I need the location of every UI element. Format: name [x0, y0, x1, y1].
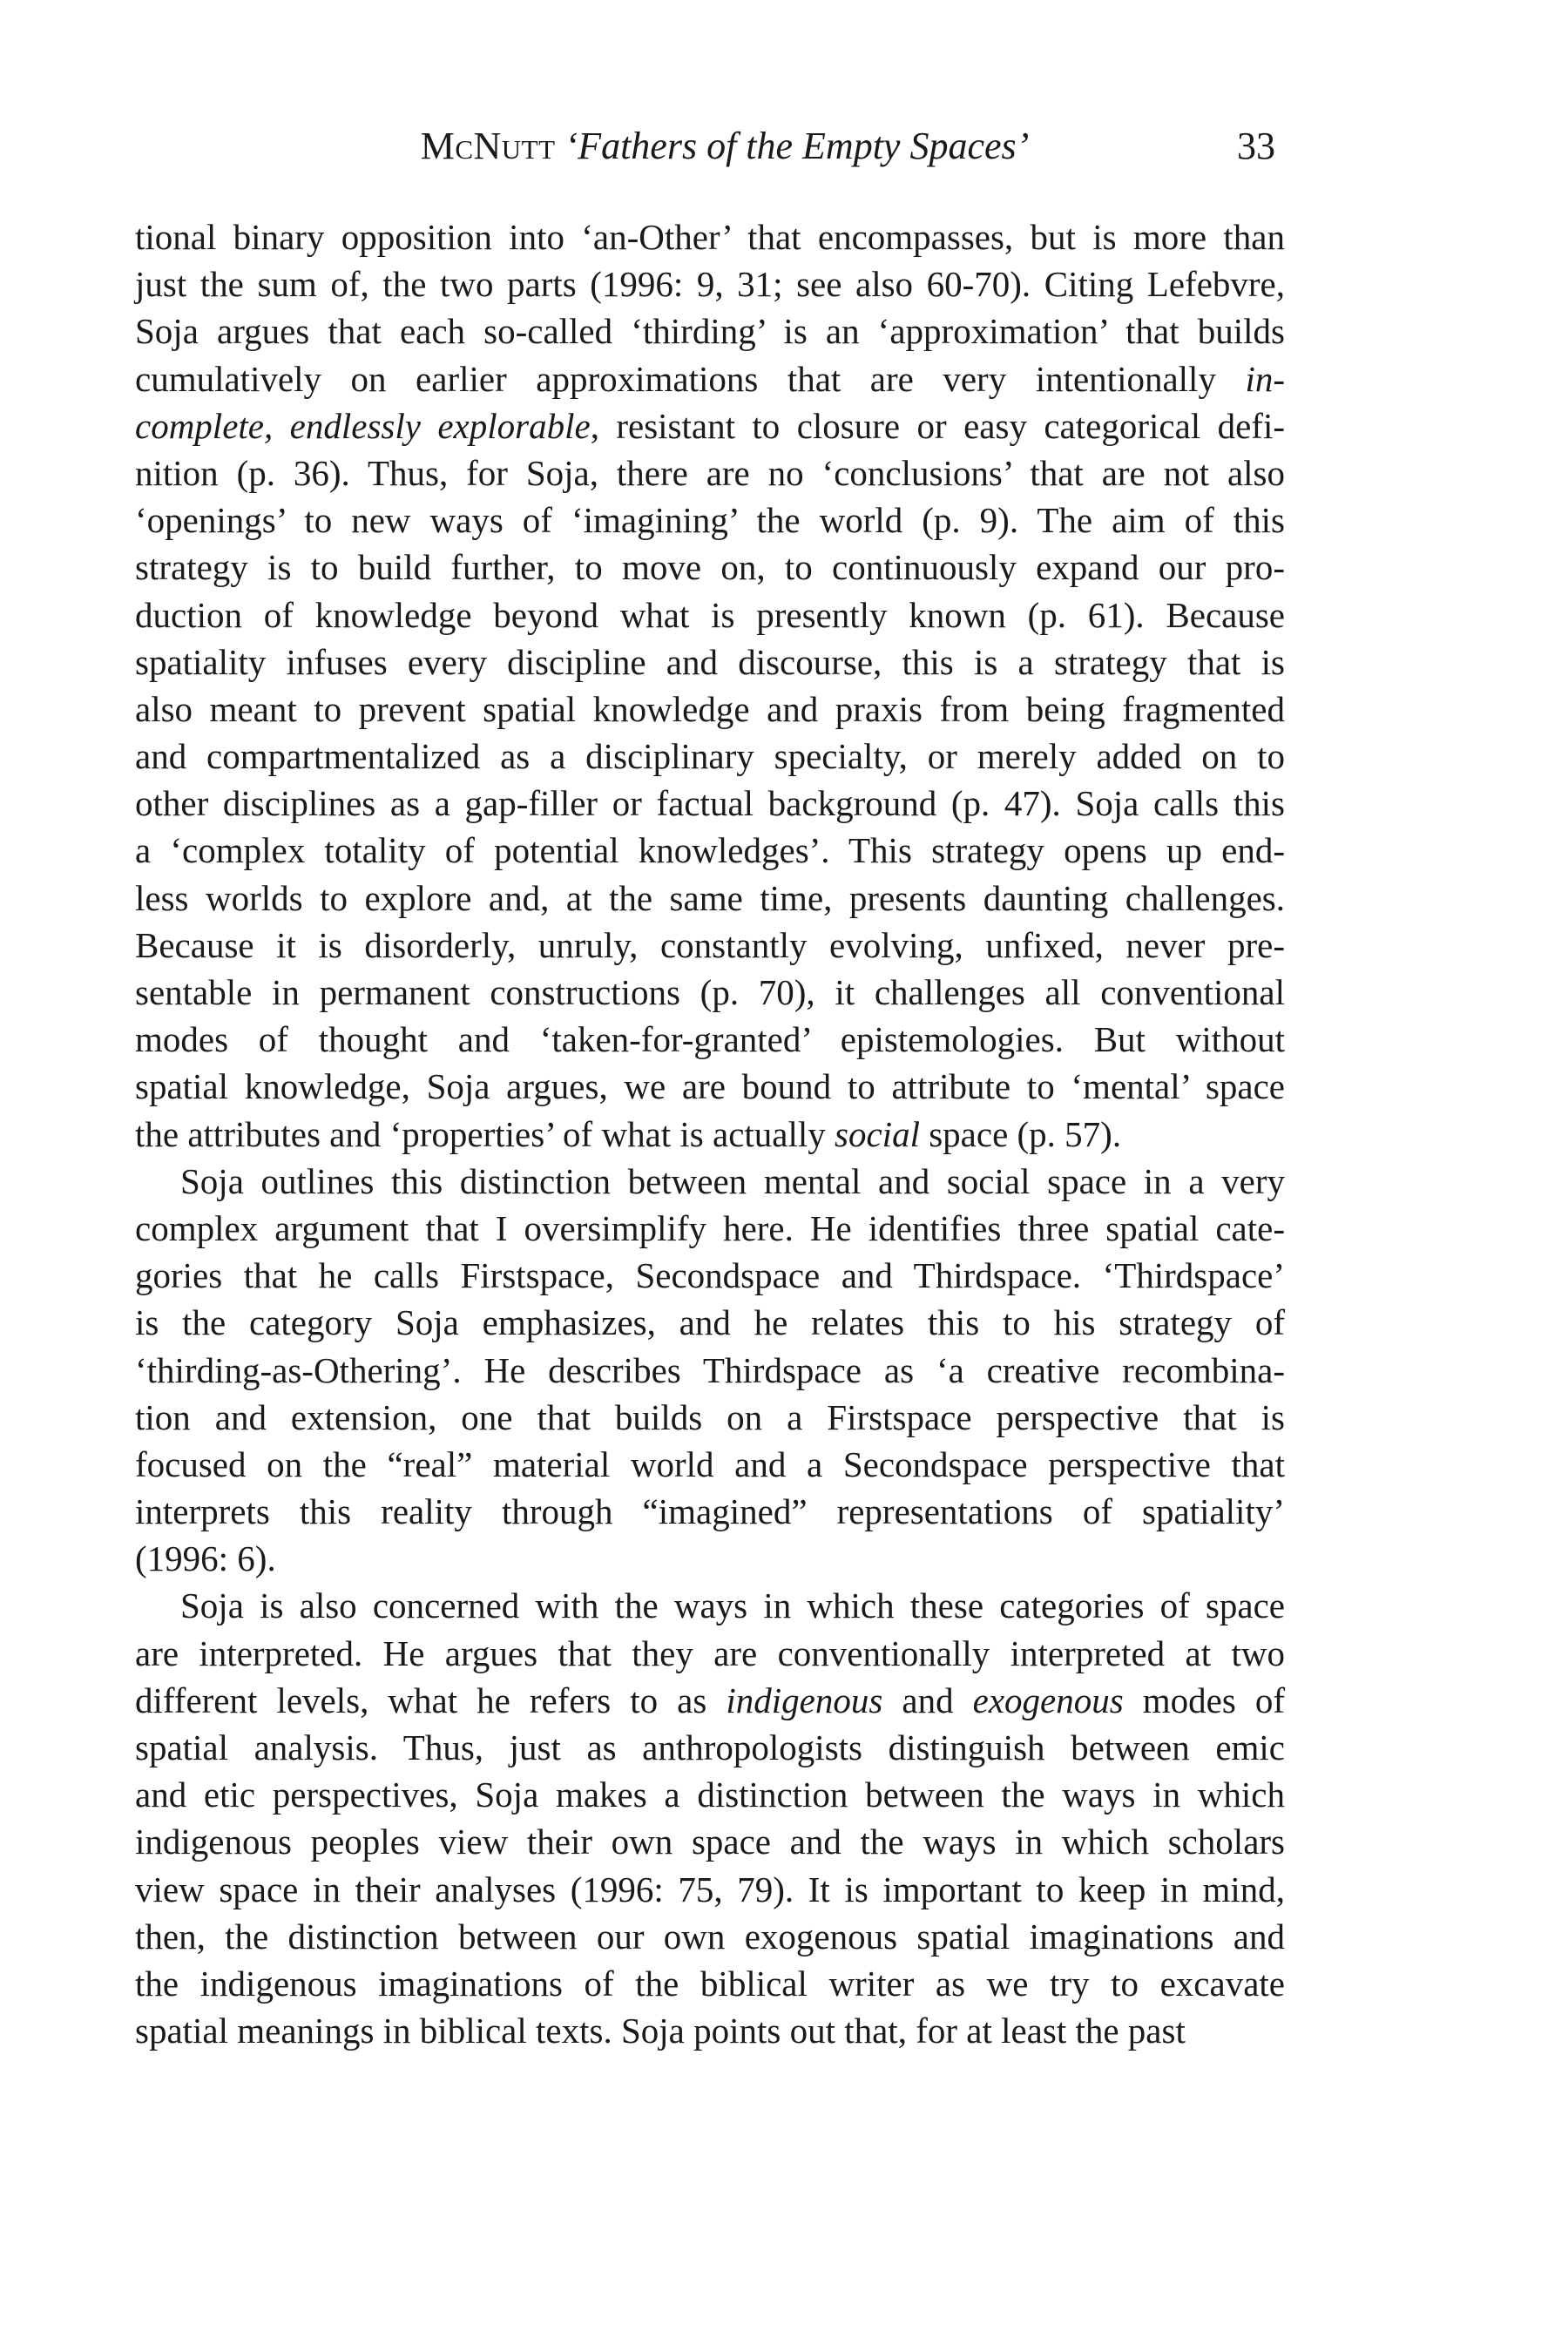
text-line — [135, 780, 1285, 827]
text-run: just the sum of, the two parts (1996: 9, 31; see also 60-70). Citing Lefebvre, — [135, 264, 1285, 305]
text-line — [135, 1771, 1285, 1818]
italic-text: indigenous — [726, 1680, 883, 1720]
text-run: (1996: 6). — [135, 1538, 276, 1579]
text-run: nition (p. 36). Thus, for Soja, there are no ‘conclusions’ that are not also — [135, 452, 1285, 493]
text-line — [135, 1394, 1285, 1441]
text-run: interprets this reality through “imagined” representations of spatiality’ — [135, 1491, 1285, 1532]
text-line — [135, 355, 1285, 402]
text-run: space (p. 57). — [919, 1113, 1122, 1154]
text-line — [135, 1535, 1285, 1582]
text-line — [135, 1960, 1285, 2007]
text-line — [135, 1677, 1285, 1724]
text-run: Soja is also concerned with the ways in which these categories of space — [180, 1585, 1285, 1626]
text-run: , resistant to closure or easy categorical defi- — [590, 405, 1285, 446]
running-head-work: ‘Fathers of the Empty Spaces’ — [564, 125, 1030, 167]
text-run: view space in their analyses (1996: 75, 79). It is important to keep in mind, — [135, 1869, 1285, 1909]
text-run: ‘openings’ to new ways of ‘imagining’ the world (p. 9). The aim of this — [135, 500, 1285, 541]
italic-text: complete, endlessly explorable — [135, 405, 591, 446]
text-run: are interpreted. He argues that they are conventionally interpreted at two — [135, 1632, 1285, 1673]
text-line — [135, 969, 1285, 1016]
paragraph — [135, 1158, 1285, 1583]
text-run: Because it is disorderly, unruly, constantly evolving, unfixed, never pre- — [135, 924, 1285, 965]
text-line — [135, 1630, 1285, 1677]
text-run: different levels, what he refers to as — [135, 1680, 727, 1720]
text-run: ‘thirding-as-Othering’. He describes Thirdspace as ‘a creative recombina- — [135, 1349, 1285, 1390]
text-run: complex argument that I oversimplify here. He identifies three spatial cate- — [135, 1207, 1285, 1248]
text-run: and — [882, 1680, 973, 1720]
text-line — [135, 686, 1285, 733]
text-run: gories that he calls Firstspace, Secondspace and Thirdspace. ‘Thirdspace’ — [135, 1255, 1285, 1296]
text-line — [135, 1299, 1285, 1346]
text-run: duction of knowledge beyond what is presently known (p. 61). Because — [135, 594, 1285, 635]
text-run: is the category Soja emphasizes, and he relates this to his strategy of — [135, 1302, 1285, 1343]
text-run: spatiality infuses every discipline and discourse, this is a strategy that is — [135, 641, 1285, 682]
text-line — [135, 402, 1285, 449]
text-line — [135, 1016, 1285, 1063]
text-run: Soja outlines this distinction between mental and social space in a very — [180, 1160, 1285, 1201]
text-run: modes of thought and ‘taken-for-granted’ epistemologies. But without — [135, 1019, 1285, 1060]
text-line — [135, 544, 1285, 591]
text-line — [135, 1724, 1285, 1771]
text-run: also meant to prevent spatial knowledge and praxis from being fragmented — [135, 688, 1285, 729]
text-line — [135, 1158, 1285, 1205]
text-line — [135, 875, 1285, 922]
text-run: the indigenous imaginations of the biblical writer as we try to excavate — [135, 1963, 1285, 2004]
text-line — [135, 1913, 1285, 1960]
paragraph — [135, 1582, 1285, 2054]
text-run: and compartmentalized as a disciplinary specialty, or merely added on to — [135, 736, 1285, 777]
text-line — [135, 308, 1285, 355]
text-line — [135, 497, 1285, 544]
text-line — [135, 1205, 1285, 1252]
text-run: tion and extension, one that builds on a Firstspace perspective that is — [135, 1396, 1285, 1437]
text-line — [135, 1488, 1285, 1535]
text-run: spatial meanings in biblical texts. Soja points out that, for at least the past — [135, 2011, 1186, 2051]
italic-text: social — [835, 1113, 920, 1154]
text-line — [135, 922, 1285, 969]
text-run: Soja argues that each so-called ‘thirding’ is an ‘approximation’ that builds — [135, 311, 1285, 352]
running-head — [174, 120, 1275, 172]
text-run: cumulatively on earlier approximations that are very intentionally — [135, 358, 1246, 399]
text-run: a ‘complex totality of potential knowledges’. This strategy opens up end- — [135, 830, 1285, 871]
text-line — [135, 827, 1285, 874]
italic-text: exogenous — [972, 1680, 1124, 1720]
page-number: 33 — [1237, 125, 1275, 167]
text-line — [135, 1582, 1285, 1629]
text-run: less worlds to explore and, at the same time, presents daunting challenges. — [135, 877, 1285, 918]
text-line — [135, 1818, 1285, 1865]
text-run: other disciplines as a gap-filler or factual background (p. 47). Soja calls this — [135, 783, 1285, 824]
running-title — [174, 120, 1275, 172]
text-line — [135, 1441, 1285, 1488]
text-line — [135, 260, 1285, 308]
text-run: focused on the “real” material world and a Secondspace perspective that — [135, 1443, 1285, 1484]
text-line — [135, 733, 1285, 780]
text-line — [135, 449, 1285, 497]
text-run: spatial analysis. Thus, just as anthropologists distinguish between emic — [135, 1727, 1285, 1767]
text-run: then, the distinction between our own exogenous spatial imaginations and — [135, 1916, 1285, 1957]
text-line — [135, 1866, 1285, 1913]
body-text — [135, 213, 1285, 2054]
text-line — [135, 1347, 1285, 1394]
text-run: modes of — [1123, 1680, 1286, 1720]
text-line — [135, 1063, 1285, 1110]
text-line — [135, 1252, 1285, 1299]
text-line — [135, 639, 1285, 686]
running-head-author: McNutt — [420, 125, 556, 167]
text-run: sentable in permanent constructions (p. 70), it challenges all conventional — [135, 972, 1285, 1012]
text-run: the attributes and ‘properties’ of what is actually — [135, 1113, 835, 1154]
text-line — [135, 2007, 1285, 2054]
text-line — [135, 1111, 1285, 1158]
text-run: strategy is to build further, to move on, to continuously expand our pro- — [135, 547, 1285, 588]
text-run: spatial knowledge, Soja argues, we are bound to attribute to ‘mental’ space — [135, 1066, 1285, 1107]
paragraph — [135, 213, 1285, 1158]
text-run: indigenous peoples view their own space and the ways in which scholars — [135, 1821, 1285, 1862]
text-run: and etic perspectives, Soja makes a distinction between the ways in which — [135, 1774, 1285, 1815]
text-run: tional binary opposition into ‘an-Other’ that encompasses, but is more than — [135, 217, 1285, 257]
text-line — [135, 213, 1285, 260]
text-line — [135, 591, 1285, 639]
italic-text: in- — [1245, 358, 1285, 399]
